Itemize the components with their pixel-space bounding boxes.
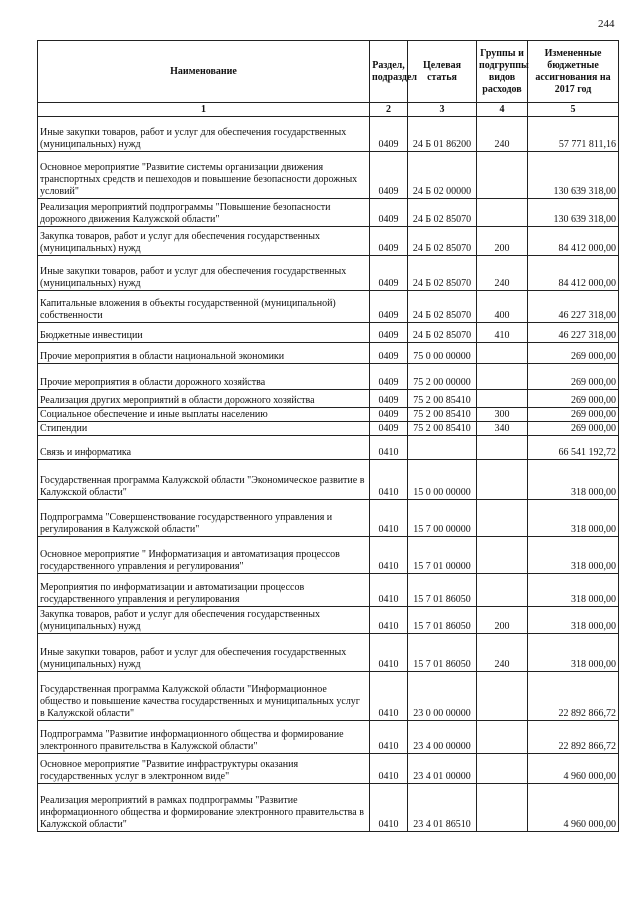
cell-article: 23 0 00 00000 [408,672,477,721]
cell-section: 0410 [370,574,408,607]
cell-article: 15 7 01 86050 [408,574,477,607]
table-row [38,784,619,832]
column-number: 1 [38,103,370,117]
table-row [38,754,619,784]
cell-name: Иные закупки товаров, работ и услуг для обеспечения государственных (муниципальных) нужд [38,256,370,291]
header-article: Целевая статья [408,41,477,103]
cell-name: Государственная программа Калужской области "Информационное общество и повышение качества государственных и муниципальных услуг в Калужской области" [38,672,370,721]
cell-section: 0409 [370,291,408,323]
cell-section: 0409 [370,422,408,436]
cell-amount: 269 000,00 [528,408,619,422]
table-row [38,323,619,343]
cell-article: 24 Б 01 86200 [408,117,477,152]
cell-group [477,672,528,721]
cell-name: Капитальные вложения в объекты государственной (муниципальной) собственности [38,291,370,323]
cell-article: 24 Б 02 85070 [408,199,477,227]
cell-group [477,460,528,500]
cell-group: 300 [477,408,528,422]
table-row [38,672,619,721]
cell-article: 15 7 00 00000 [408,500,477,537]
cell-amount: 84 412 000,00 [528,227,619,256]
cell-article [408,436,477,460]
table-row [38,422,619,436]
cell-article: 75 2 00 85410 [408,422,477,436]
cell-name: Прочие мероприятия в области национальной экономики [38,343,370,364]
cell-group [477,574,528,607]
cell-amount: 57 771 811,16 [528,117,619,152]
cell-group [477,364,528,390]
table-body [38,117,619,832]
cell-group: 240 [477,117,528,152]
cell-group [477,390,528,408]
cell-article: 15 7 01 86050 [408,634,477,672]
cell-section: 0410 [370,721,408,754]
cell-article: 75 0 00 00000 [408,343,477,364]
cell-name: Подпрограмма "Развитие информационного общества и формирование электронного правительства в Калужской области" [38,721,370,754]
cell-section: 0409 [370,323,408,343]
cell-amount: 46 227 318,00 [528,323,619,343]
header-name: Наименование [38,41,370,103]
cell-article: 24 Б 02 85070 [408,323,477,343]
cell-group [477,537,528,574]
table-row [38,634,619,672]
cell-amount: 4 960 000,00 [528,784,619,832]
table-row [38,436,619,460]
cell-group [477,754,528,784]
cell-section: 0410 [370,460,408,500]
cell-group [477,784,528,832]
table-row [38,199,619,227]
cell-amount: 269 000,00 [528,364,619,390]
cell-name: Связь и информатика [38,436,370,460]
column-number: 3 [408,103,477,117]
cell-article: 75 2 00 00000 [408,364,477,390]
cell-section: 0410 [370,436,408,460]
cell-amount: 318 000,00 [528,460,619,500]
cell-name: Основное мероприятие "Развитие инфраструктуры оказания государственных услуг в электронном виде" [38,754,370,784]
cell-name: Подпрограмма "Совершенствование государственного управления и регулирования в Калужской области" [38,500,370,537]
table-row [38,343,619,364]
cell-section: 0410 [370,607,408,634]
table-row [38,460,619,500]
cell-name: Закупка товаров, работ и услуг для обеспечения государственных (муниципальных) нужд [38,607,370,634]
column-number: 2 [370,103,408,117]
cell-amount: 66 541 192,72 [528,436,619,460]
cell-section: 0409 [370,152,408,199]
cell-article: 23 4 01 00000 [408,754,477,784]
cell-article: 75 2 00 85410 [408,390,477,408]
cell-amount: 4 960 000,00 [528,754,619,784]
cell-name: Закупка товаров, работ и услуг для обеспечения государственных (муниципальных) нужд [38,227,370,256]
cell-section: 0410 [370,500,408,537]
cell-article: 24 Б 02 85070 [408,291,477,323]
cell-article: 24 Б 02 85070 [408,256,477,291]
table-row [38,291,619,323]
table-row [38,152,619,199]
cell-amount: 130 639 318,00 [528,199,619,227]
table-row [38,408,619,422]
cell-section: 0409 [370,227,408,256]
cell-name: Реализация мероприятий подпрограммы "Повышение безопасности дорожного движения Калужской области" [38,199,370,227]
cell-amount: 318 000,00 [528,634,619,672]
cell-group: 240 [477,634,528,672]
table-row [38,574,619,607]
cell-group [477,152,528,199]
cell-article: 75 2 00 85410 [408,408,477,422]
cell-group [477,721,528,754]
cell-name: Бюджетные инвестиции [38,323,370,343]
table-row [38,364,619,390]
cell-article: 23 4 01 86510 [408,784,477,832]
cell-section: 0409 [370,408,408,422]
cell-group [477,199,528,227]
cell-name: Социальное обеспечение и иные выплаты населению [38,408,370,422]
cell-article: 24 Б 02 85070 [408,227,477,256]
header-group: Группы и подгруппы видов расходов [477,41,528,103]
cell-group: 340 [477,422,528,436]
cell-section: 0409 [370,364,408,390]
cell-amount: 269 000,00 [528,422,619,436]
cell-group [477,436,528,460]
cell-amount: 318 000,00 [528,607,619,634]
column-number-row [38,103,619,117]
page-number: 244 [598,18,615,30]
cell-section: 0410 [370,537,408,574]
cell-amount: 22 892 866,72 [528,672,619,721]
cell-amount: 269 000,00 [528,390,619,408]
cell-name: Основное мероприятие "Развитие системы организации движения транспортных средств и пешеходов и повышение безопасности дорожных условий" [38,152,370,199]
table-row [38,607,619,634]
cell-name: Иные закупки товаров, работ и услуг для обеспечения государственных (муниципальных) нужд [38,634,370,672]
table-row [38,117,619,152]
cell-section: 0410 [370,672,408,721]
header-amount: Измененные бюджетные ассигнования на 2017 год [528,41,619,103]
budget-table [37,40,619,832]
table-row [38,256,619,291]
cell-amount: 84 412 000,00 [528,256,619,291]
cell-name: Основное мероприятие " Информатизация и автоматизация процессов государственного управления и регулирования" [38,537,370,574]
cell-section: 0410 [370,784,408,832]
cell-group [477,500,528,537]
table-row [38,227,619,256]
cell-group: 200 [477,607,528,634]
cell-amount: 130 639 318,00 [528,152,619,199]
cell-name: Реализация мероприятий в рамках подпрограммы "Развитие информационного общества и формирование электронного правительства в Калужской области" [38,784,370,832]
cell-group: 200 [477,227,528,256]
cell-section: 0410 [370,634,408,672]
cell-section: 0409 [370,117,408,152]
cell-amount: 318 000,00 [528,574,619,607]
cell-section: 0410 [370,754,408,784]
table-row [38,390,619,408]
cell-section: 0409 [370,199,408,227]
cell-name: Стипендии [38,422,370,436]
cell-article: 15 7 01 86050 [408,607,477,634]
cell-article: 24 Б 02 00000 [408,152,477,199]
cell-amount: 318 000,00 [528,500,619,537]
cell-name: Реализация других мероприятий в области дорожного хозяйства [38,390,370,408]
table-row [38,537,619,574]
cell-group [477,343,528,364]
column-number: 4 [477,103,528,117]
cell-section: 0409 [370,390,408,408]
cell-group: 400 [477,291,528,323]
table-row [38,721,619,754]
column-number: 5 [528,103,619,117]
cell-section: 0409 [370,343,408,364]
table-row [38,500,619,537]
cell-group: 240 [477,256,528,291]
cell-group: 410 [477,323,528,343]
cell-name: Мероприятия по информатизации и автоматизации процессов государственного управления и регулирования [38,574,370,607]
cell-amount: 269 000,00 [528,343,619,364]
cell-article: 15 0 00 00000 [408,460,477,500]
cell-amount: 46 227 318,00 [528,291,619,323]
cell-amount: 22 892 866,72 [528,721,619,754]
cell-section: 0409 [370,256,408,291]
cell-amount: 318 000,00 [528,537,619,574]
cell-name: Государственная программа Калужской области "Экономическое развитие в Калужской области" [38,460,370,500]
header-section: Раздел, подраздел [370,41,408,103]
cell-name: Иные закупки товаров, работ и услуг для обеспечения государственных (муниципальных) нужд [38,117,370,152]
cell-name: Прочие мероприятия в области дорожного хозяйства [38,364,370,390]
cell-article: 23 4 00 00000 [408,721,477,754]
table-header-row [38,41,619,103]
cell-article: 15 7 01 00000 [408,537,477,574]
